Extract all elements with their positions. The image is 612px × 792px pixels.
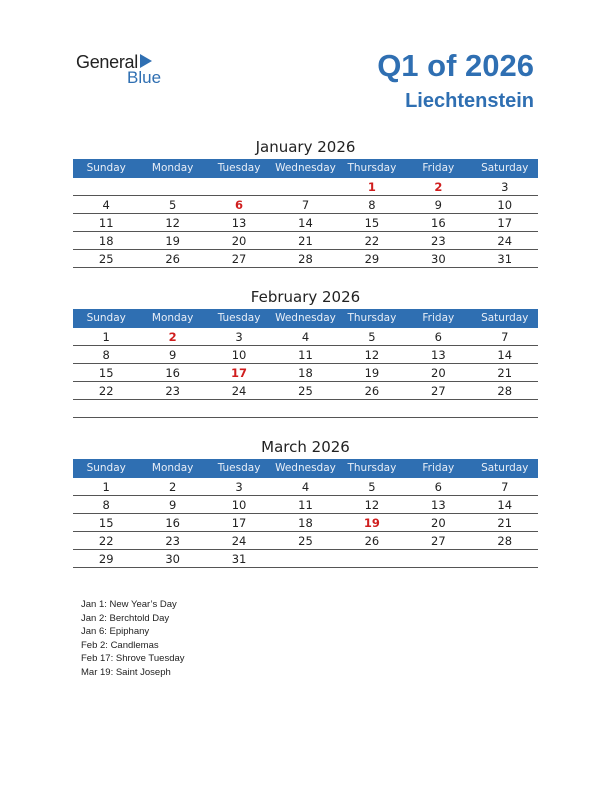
weekday-header [73,159,538,178]
day-cell: 31 [231,552,247,566]
day-cell: 17 [231,516,247,530]
day-cell: 4 [301,330,310,344]
day-cell [73,178,139,195]
day-cell: 27 [431,534,446,548]
day-cell: 1 [102,480,110,494]
week-row [73,196,538,214]
weekday-label: Friday [422,312,455,324]
day-cell: 28 [298,252,313,266]
weekday-label: Tuesday [217,312,261,324]
day-cell: 16 [165,366,180,380]
day-cell: 14 [497,348,513,362]
day-cell [472,400,538,417]
day-cell: 24 [231,384,247,398]
week-row [73,346,538,364]
weekday-label: Tuesday [217,162,261,174]
holiday-item: Jan 2: Berchtold Day [81,612,170,624]
day-cell [206,400,272,417]
day-cell: 11 [298,348,313,362]
day-cell: 17 [231,366,248,380]
day-cell [206,178,272,195]
day-cell: 3 [235,330,243,344]
holiday-item: Feb 2: Candlemas [81,639,159,651]
day-cell: 24 [497,234,513,248]
day-cell: 25 [98,252,114,266]
day-cell: 6 [235,198,244,212]
day-cell: 8 [368,198,376,212]
day-cell: 22 [364,234,380,248]
flag-icon [140,54,152,68]
weekday-label: Thursday [347,462,397,474]
weekday-label: Saturday [481,162,529,174]
day-cell: 16 [431,216,446,230]
weekday-label: Sunday [86,162,126,174]
weekday-header [73,459,538,478]
day-cell: 19 [165,234,180,248]
day-cell: 7 [501,480,509,494]
day-cell: 18 [298,366,313,380]
week-row [73,214,538,232]
day-cell [139,400,205,417]
holiday-list [81,598,185,679]
day-cell: 28 [497,384,513,398]
weekday-header [73,309,538,328]
weekday-label: Saturday [481,312,529,324]
day-cell: 21 [298,234,313,248]
country-name: Liechtenstein [405,90,534,112]
logo-blue-text: Blue [127,68,162,87]
weekday-label: Tuesday [217,462,261,474]
week-row [73,550,538,568]
day-cell: 2 [168,330,177,344]
day-cell: 15 [98,516,114,530]
day-cell: 27 [431,384,446,398]
week-row [73,514,538,532]
day-cell: 26 [364,534,380,548]
weekday-label: Sunday [86,462,126,474]
day-cell: 21 [497,516,513,530]
day-cell: 9 [168,348,177,362]
weekday-label: Wednesday [275,462,336,474]
holiday-item: Jan 1: New Year’s Day [81,599,177,610]
day-cell [472,550,538,567]
day-cell: 30 [165,552,180,566]
day-cell: 13 [431,348,446,362]
month-title: January 2026 [255,138,356,156]
day-cell: 12 [364,498,380,512]
day-cell: 9 [434,198,442,212]
day-cell: 12 [364,348,380,362]
day-cell: 15 [98,366,114,380]
day-cell: 30 [431,252,446,266]
day-cell: 15 [364,216,380,230]
day-cell: 1 [367,180,376,194]
day-cell: 10 [231,498,247,512]
day-cell: 24 [231,534,247,548]
weekday-label: Wednesday [275,312,336,324]
day-cell: 23 [431,234,446,248]
week-row [73,532,538,550]
logo [76,52,176,92]
week-row [73,496,538,514]
weekday-label: Monday [151,162,194,174]
week-row [73,478,538,496]
day-cell: 29 [364,252,380,266]
day-cell: 5 [168,198,177,212]
day-cell: 20 [231,234,247,248]
day-cell: 3 [235,480,243,494]
month-title: March 2026 [261,438,350,456]
day-cell: 20 [431,366,446,380]
day-cell [339,400,405,417]
holiday-item: Feb 17: Shrove Tuesday [81,653,185,664]
week-row [73,382,538,400]
day-cell: 10 [231,348,247,362]
day-cell: 25 [298,384,313,398]
day-cell: 20 [431,516,446,530]
day-cell: 17 [497,216,513,230]
day-cell [405,550,471,567]
day-cell: 10 [497,198,513,212]
day-cell [272,178,338,195]
week-row [73,364,538,382]
day-cell: 7 [501,330,509,344]
day-cell: 26 [165,252,180,266]
day-cell: 11 [98,216,114,230]
day-cell [73,400,139,417]
day-cell: 12 [165,216,180,230]
day-cell: 13 [431,498,446,512]
holiday-item: Mar 19: Saint Joseph [81,666,171,678]
month-january [73,136,538,268]
day-cell: 22 [98,534,114,548]
month-march [73,436,538,568]
day-cell: 31 [497,252,513,266]
holiday-item: Jan 6: Epiphany [81,626,150,637]
day-cell [339,550,405,567]
weekday-label: Friday [422,162,455,174]
day-cell: 19 [363,516,380,530]
weekday-label: Thursday [347,162,397,174]
day-cell: 18 [98,234,114,248]
weekday-label: Thursday [347,312,397,324]
day-cell [272,400,338,417]
weekday-label: Monday [151,462,194,474]
day-cell: 13 [231,216,247,230]
day-cell: 21 [497,366,513,380]
day-cell: 14 [298,216,313,230]
weekday-label: Sunday [86,312,126,324]
day-cell: 23 [165,384,180,398]
day-cell: 8 [102,498,110,512]
day-cell: 26 [364,384,380,398]
week-row [73,328,538,346]
day-cell: 6 [434,330,442,344]
day-cell [139,178,205,195]
day-cell: 4 [301,480,310,494]
day-cell: 25 [298,534,313,548]
day-cell: 4 [102,198,110,212]
day-cell [405,400,471,417]
day-cell: 28 [497,534,513,548]
day-cell: 8 [102,348,110,362]
day-cell: 2 [168,480,177,494]
day-cell: 14 [497,498,513,512]
day-cell: 1 [102,330,110,344]
week-row [73,250,538,268]
day-cell: 29 [98,552,114,566]
weekday-label: Wednesday [275,162,336,174]
page-title: Q1 of 2026 [377,48,534,83]
day-cell: 7 [301,198,310,212]
month-title: February 2026 [250,288,361,306]
day-cell: 19 [364,366,380,380]
week-row [73,400,538,418]
day-cell: 11 [298,498,313,512]
weekday-label: Monday [151,312,194,324]
week-row [73,232,538,250]
day-cell: 23 [165,534,180,548]
day-cell: 5 [368,480,376,494]
day-cell: 2 [434,180,443,194]
month-february [73,286,538,418]
day-cell: 5 [368,330,376,344]
day-cell: 16 [165,516,180,530]
day-cell: 22 [98,384,114,398]
day-cell: 6 [434,480,442,494]
day-cell: 27 [231,252,247,266]
weekday-label: Saturday [481,462,529,474]
day-cell: 3 [501,180,509,194]
day-cell: 9 [168,498,177,512]
day-cell [272,550,338,567]
week-row [73,178,538,196]
logo-general-text: General [76,52,138,72]
weekday-label: Friday [422,462,455,474]
day-cell: 18 [298,516,313,530]
